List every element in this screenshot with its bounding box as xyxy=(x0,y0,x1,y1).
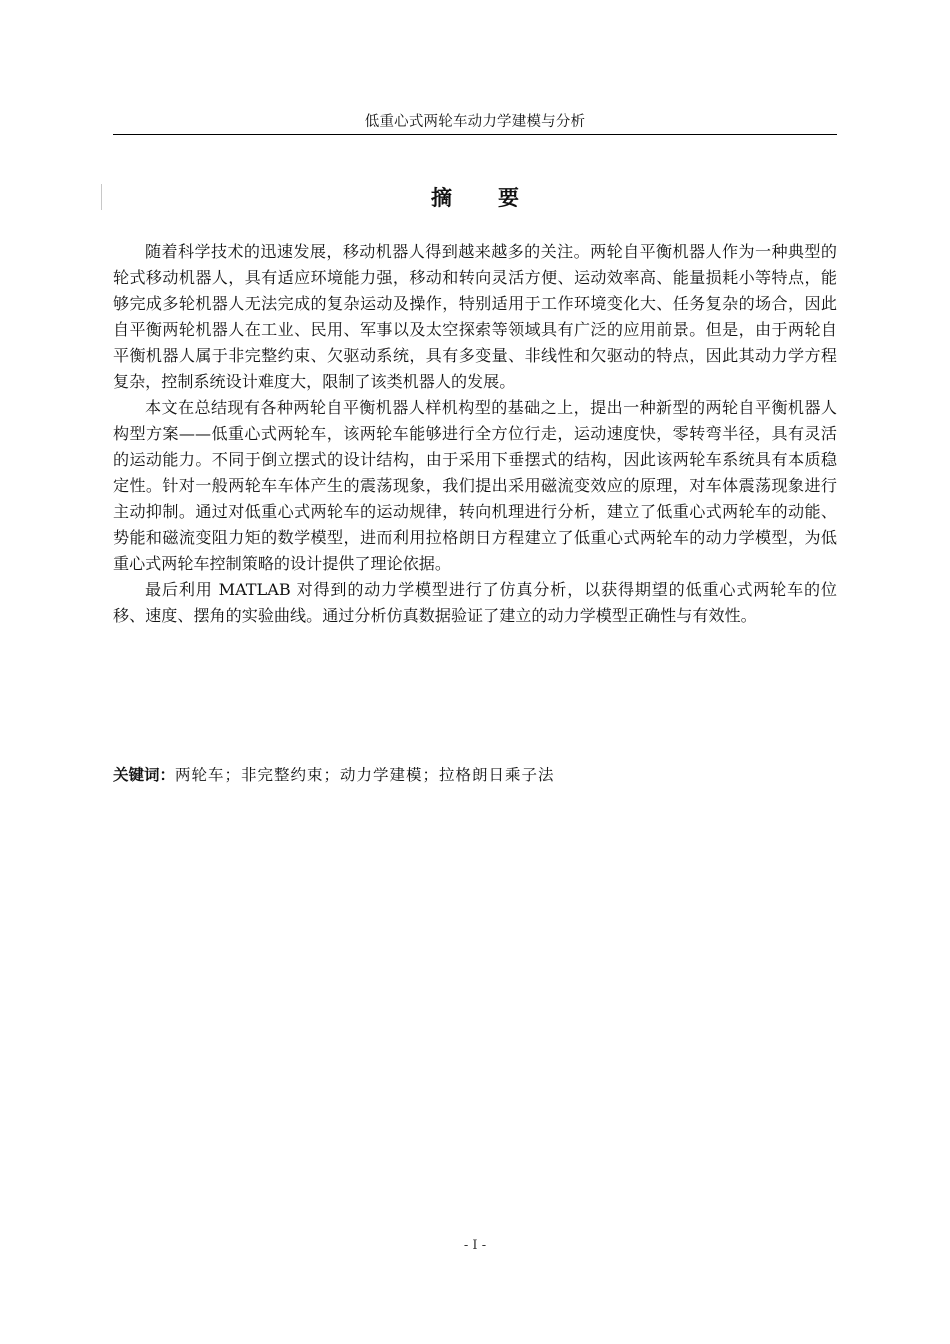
abstract-paragraph-3: 最后利用 MATLAB 对得到的动力学模型进行了仿真分析，以获得期望的低重心式两轮车的位移、速度、摆角的实验曲线。通过分析仿真数据验证了建立的动力学模型正确性与有效性。 xyxy=(113,580,837,625)
keywords-label: 关键词： xyxy=(113,766,176,784)
header-rule xyxy=(113,134,837,135)
abstract-title xyxy=(113,182,837,214)
running-header: 低重心式两轮车动力学建模与分析 xyxy=(364,114,586,130)
margin-mark xyxy=(101,184,102,210)
abstract-body xyxy=(113,239,837,629)
abstract-title-left: 摘 xyxy=(431,186,452,210)
abstract-title-right: 要 xyxy=(498,186,519,210)
page-number: - I - xyxy=(463,1238,487,1253)
keywords-items: 两轮车；非完整约束；动力学建模；拉格朗日乘子法 xyxy=(175,766,555,784)
keywords-line xyxy=(113,762,837,788)
abstract-paragraph-2: 本文在总结现有各种两轮自平衡机器人样机构型的基础之上，提出一种新型的两轮自平衡机器人构型方案——低重心式两轮车，该两轮车能够进行全方位行走，运动速度快，零转弯半径，具有灵活的运动能力。不同于倒立摆式的设计结构，由于采用下垂摆式的结构，因此该两轮车系统具有本质稳定性。针对一般两轮车车体产生的震荡现象，我们提出采用磁流变效应的原理，对车体震荡现象进行主动抑制。通过对低重心式两轮车的运动规律，转向机理进行分析，建立了低重心式两轮车的动能、势能和磁流变阻力矩的数学模型，进而利用拉格朗日方程建立了低重心式两轮车的动力学模型，为低重心式两轮车控制策略的设计提供了理论依据。 xyxy=(113,398,837,573)
abstract-paragraph-1: 随着科学技术的迅速发展，移动机器人得到越来越多的关注。两轮自平衡机器人作为一种典型的轮式移动机器人，具有适应环境能力强，移动和转向灵活方便、运动效率高、能量损耗小等特点，能够完成多轮机器人无法完成的复杂运动及操作，特别适用于工作环境变化大、任务复杂的场合，因此自平衡两轮机器人在工业、民用、军事以及太空探索等领域具有广泛的应用前景。但是，由于两轮自平衡机器人属于非完整约束、欠驱动系统，具有多变量、非线性和欠驱动的特点，因此其动力学方程复杂，控制系统设计难度大，限制了该类机器人的发展。 xyxy=(113,242,837,391)
